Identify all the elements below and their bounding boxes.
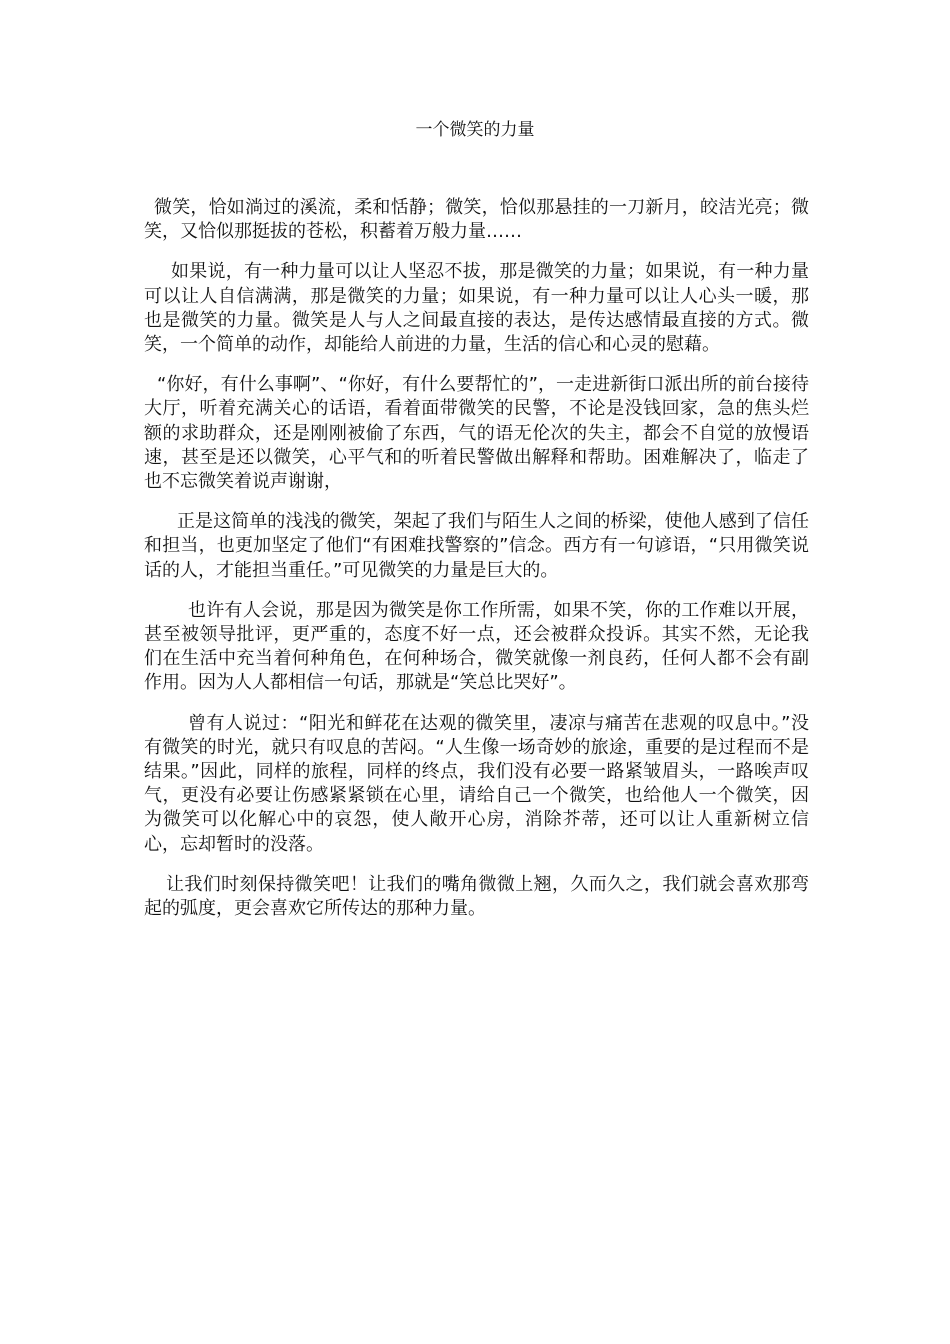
paragraph-6: 曾有人说过：“阳光和鲜花在达观的微笑里，凄凉与痛苦在悲观的叹息中。”没有微笑的时光，就只有叹息的苦闷。“人生像一场奇妙的旅途，重要的是过程而不是结果。”因此，同样的旅程，同样的终点，我们没有必要一路紧皱眉头，一路唉声叹气，更没有必要让伤感紧紧锁在心里，请给自己一个微笑，也给他人一个微笑，因为微笑可以化解心中的哀怨，使人敞开心房，消除芥蒂，还可以让人重新树立信心，忘却暂时的没落。 — [144, 712, 809, 855]
paragraph-3: “你好，有什么事啊”、“你好，有什么要帮忙的”，一走进新街口派出所的前台接待大厅，听着充满关心的话语，看着面带微笑的民警，不论是没钱回家，急的焦头烂额的求助群众，还是刚刚被偷了东西，气的语无伦次的失主，都会不自觉的放慢语速，甚至是还以微笑，心平气和的听着民警做出解释和帮助。困难解决了，临走了也不忘微笑着说声谢谢， — [144, 374, 809, 493]
paragraph-2: 如果说，有一种力量可以让人坚忍不拔，那是微笑的力量；如果说，有一种力量可以让人自信满满，那是微笑的力量；如果说，有一种力量可以让人心头一暖，那也是微笑的力量。微笑是人与人之间最直接的表达，是传达感情最直接的方式。微笑，一个简单的动作，却能给人前进的力量，生活的信心和心灵的慰藉。 — [144, 261, 809, 356]
page-title: 一个微笑的力量 — [415, 120, 535, 140]
paragraph-5: 也许有人会说，那是因为微笑是你工作所需，如果不笑，你的工作难以开展，甚至被领导批评，更严重的，态度不好一点，还会被群众投诉。其实不然，无论我们在生活中充当着何种角色，在何种场合，微笑就像一剂良药，任何人都不会有副作用。因为人人都相信一句话，那就是“笑总比哭好”。 — [144, 599, 809, 694]
paragraph-7: 让我们时刻保持微笑吧！让我们的嘴角微微上翘，久而久之，我们就会喜欢那弯起的弧度，更会喜欢它所传达的那种力量。 — [144, 873, 809, 920]
paragraph-1: 微笑，恰如淌过的溪流，柔和恬静；微笑，恰似那悬挂的一刀新月，皎洁光亮；微笑，又恰似那挺拔的苍松，积蓄着万般力量…… — [144, 197, 809, 243]
document-body — [144, 196, 809, 937]
paragraph-4: 正是这简单的浅浅的微笑，架起了我们与陌生人之间的桥梁，使他人感到了信任和担当，也更加坚定了他们“有困难找警察的”信念。西方有一句谚语，“只用微笑说话的人，才能担当重任。”可见微笑的力量是巨大的。 — [144, 511, 809, 581]
